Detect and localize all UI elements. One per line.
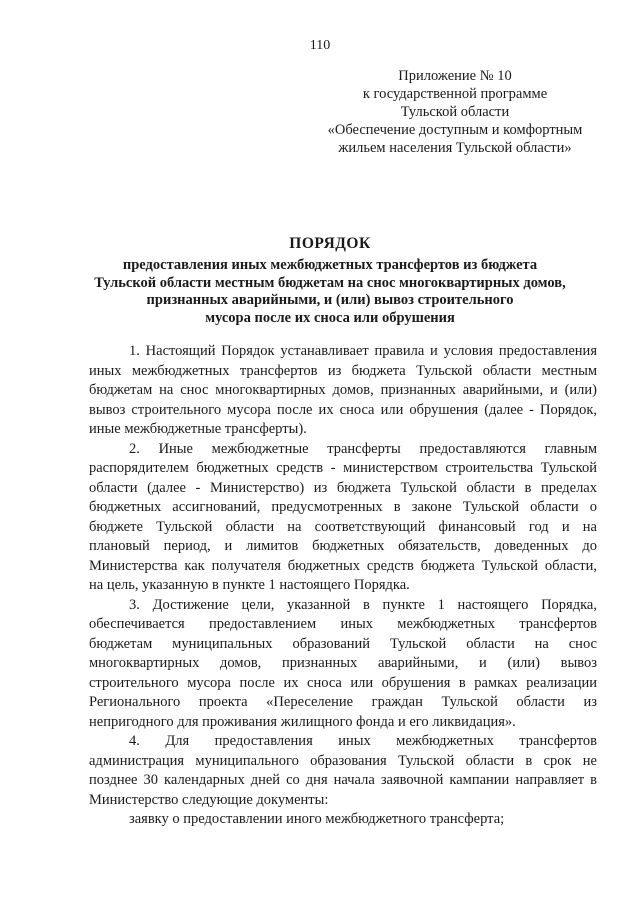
- annex-line: Приложение № 10: [398, 68, 512, 84]
- text-line: непригодного для проживания жилищного фонда и его ликвидация».: [89, 713, 516, 730]
- text-line: Министерство следующие документы:: [89, 791, 329, 808]
- annex-line: Тульской области: [400, 104, 510, 120]
- text-line: на цель, указанную в пункте 1 настоящего Порядка.: [89, 577, 410, 593]
- text-line: бюджетных ассигнований, предусмотренных в законе Тульской области о: [89, 499, 597, 515]
- text-line: бюджетам муниципальных образований Тульской области на снос: [89, 635, 597, 652]
- text-line: обеспечивается предоставлением иных межбюджетных трансфертов: [89, 616, 597, 632]
- annex-header: [300, 67, 610, 157]
- paragraph-4: [89, 732, 597, 810]
- annex-line: жильем населения Тульской области»: [338, 140, 572, 156]
- title-subtitle-line: Тульской области местным бюджетам на снос многоквартирных домов,: [94, 274, 566, 291]
- text-line: Министерства как получателя бюджетных средств бюджета Тульской области,: [89, 557, 597, 574]
- text-line: 1. Настоящий Порядок устанавливает правила и условия предоставления: [129, 343, 597, 359]
- document-title: [70, 235, 590, 327]
- text-line: Регионального проекта «Переселение граждан Тульской области из: [89, 694, 597, 710]
- text-line: распорядителем бюджетных средств - министерством строительства Тульской: [89, 460, 597, 476]
- text-line: иных межбюджетных трансфертов из бюджета Тульской области местным: [89, 362, 597, 379]
- text-line: бюджете Тульской области на соответствующий финансовый год и на: [89, 518, 597, 535]
- text-line: 4. Для предоставления иных межбюджетных трансфертов: [129, 733, 597, 749]
- text-line: заявку о предоставлении иного межбюджетного трансферта;: [129, 811, 505, 827]
- paragraph-5: [89, 810, 597, 830]
- text-line: позднее 30 календарных дней со дня начала заявочной кампании направляет в: [89, 772, 597, 788]
- text-line: 2. Иные межбюджетные трансферты предоставляются главным: [129, 440, 597, 457]
- title-subtitle-line: признанных аварийными, и (или) вывоз строительного: [146, 292, 514, 308]
- title-subtitle: [70, 257, 590, 327]
- paragraph-3: [89, 596, 597, 733]
- title-subtitle-line: предоставления иных межбюджетных трансфертов из бюджета: [122, 257, 538, 273]
- title-main: ПОРЯДОК: [289, 235, 371, 252]
- paragraph-2: [89, 440, 597, 596]
- paragraph-1: [89, 342, 597, 440]
- title-subtitle-line: мусора после их сноса или обрушения: [205, 309, 455, 326]
- text-line: иные межбюджетные трансферты).: [89, 421, 307, 437]
- page-number: 110: [309, 38, 331, 53]
- text-line: многоквартирных домов, признанных аварийными, и (или) вывоз: [89, 655, 597, 671]
- text-line: администрация муниципального образования Тульской области в срок не: [89, 752, 597, 769]
- text-line: бюджетам на снос многоквартирных домов, признанных аварийными, и (или): [89, 382, 597, 398]
- text-line: строительного мусора после их сноса или обрушения в рамках реализации: [89, 674, 597, 691]
- annex-line: к государственной программе: [362, 86, 548, 102]
- annex-line: «Обеспечение доступным и комфортным: [327, 122, 583, 138]
- text-line: плановый период, и лимитов бюджетных обязательств, доведенных до: [89, 538, 597, 554]
- text-line: 3. Достижение цели, указанной в пункте 1 настоящего Порядка,: [129, 596, 597, 613]
- text-line: вывоз строительного мусора после их сноса или обрушения (далее - Порядок,: [89, 401, 597, 418]
- text-line: области (далее - Министерство) из бюджета Тульской области в пределах: [89, 479, 597, 496]
- document-body: [89, 342, 597, 830]
